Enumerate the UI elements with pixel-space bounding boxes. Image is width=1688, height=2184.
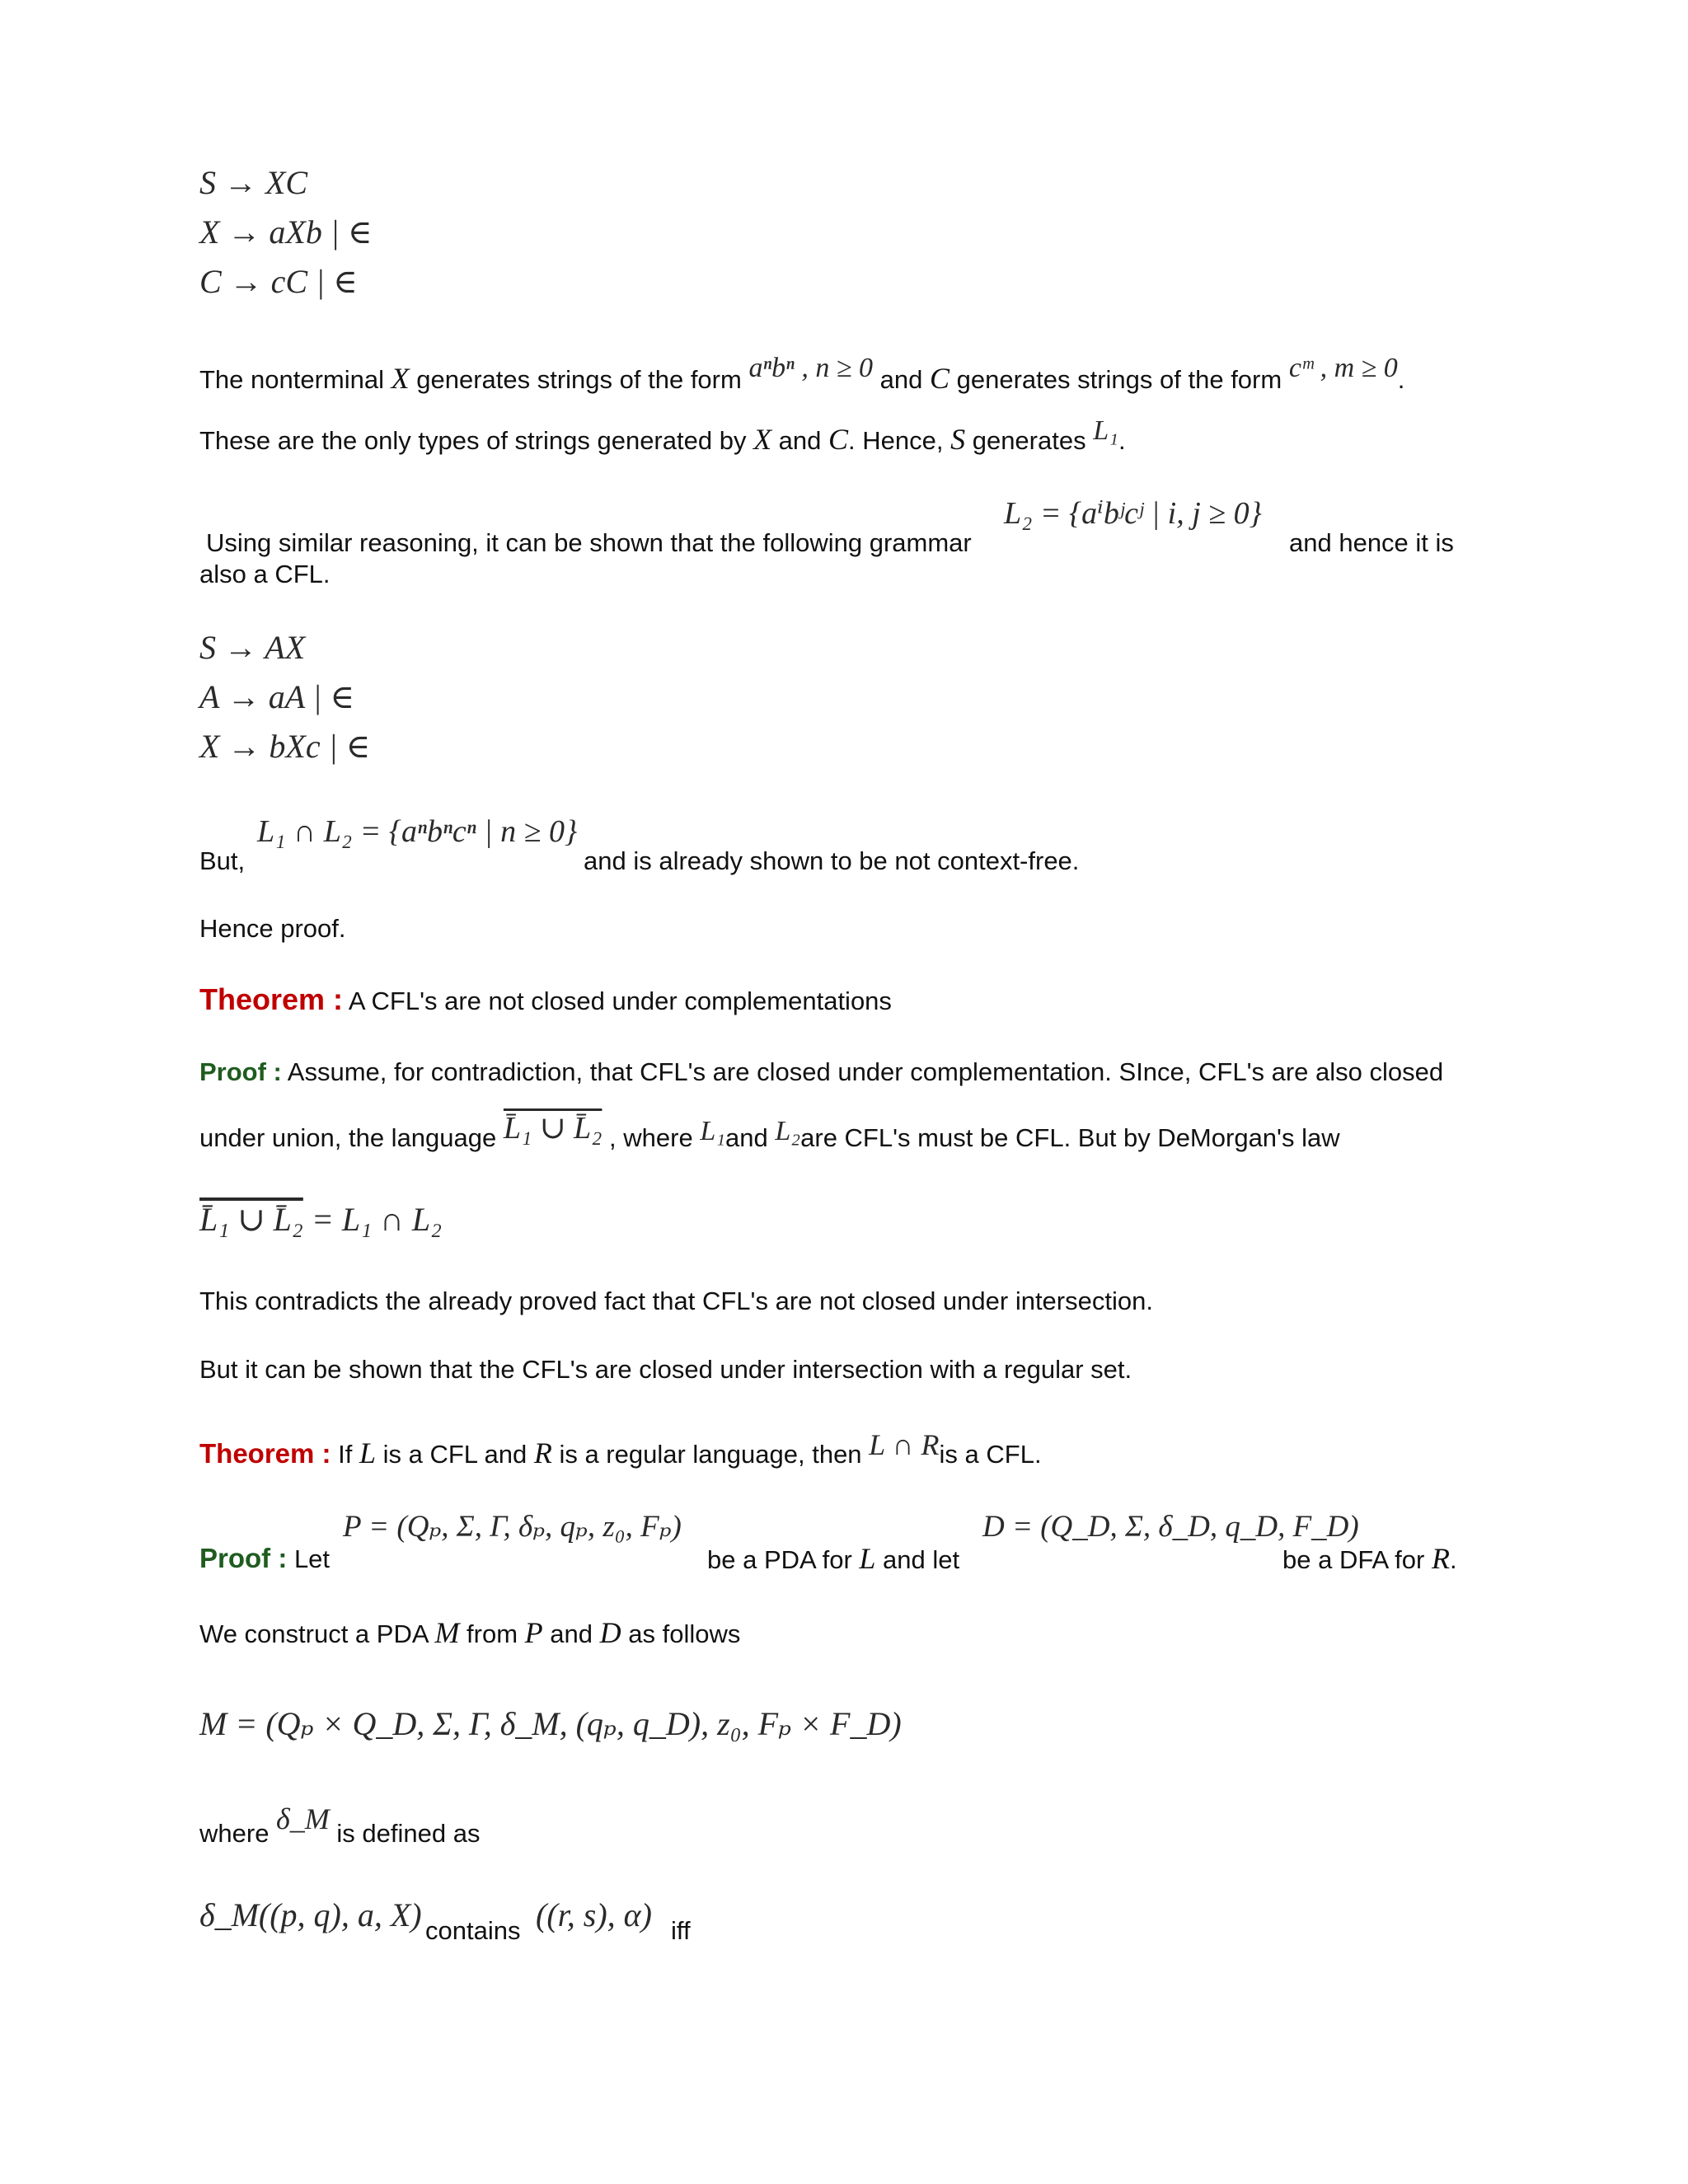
formula-cm: cᵐ , m ≥ 0 [1288, 353, 1398, 383]
grammar-rule: A → aA | ∈ [199, 678, 355, 715]
formula-union-complements: L̄₁ ∪ L̄₂ [503, 1111, 603, 1146]
grammar-rule: C → cC | ∈ [199, 263, 358, 300]
formula-intersection: L₁ ∩ L₂ = {aⁿbⁿcⁿ | n ≥ 0} [257, 814, 578, 849]
proof-2: Proof : Let [199, 1543, 331, 1573]
proof-label: Proof : [199, 1057, 282, 1086]
formula-contains-result: ((r, s), α) [536, 1896, 652, 1933]
formula-delta-m: δ_M [276, 1802, 330, 1835]
paragraph-similar-reasoning: Using similar reasoning, it can be shown that the following grammar [206, 528, 972, 557]
grammar-rule: S → AX [199, 629, 306, 666]
formula-l2-def: L₂ = {aⁱbʲcʲ | i, j ≥ 0} [1004, 496, 1262, 531]
grammar-rule: X → aXb | ∈ [199, 213, 373, 251]
theorem-1: Theorem : A CFL's are not closed under complementations [199, 982, 892, 1016]
formula-dfa-d: D = (Q_D, Σ, δ_D, q_D, F_D) [982, 1510, 1359, 1544]
paragraph-where: where δ_M is defined as [199, 1802, 481, 1848]
formula-delta-m-transition: δ_M((p, q), a, X) [199, 1896, 422, 1933]
grammar-rule: X → bXc | ∈ [199, 728, 371, 765]
formula-demorgan: L̄₁ ∪ L̄₂ = L₁ ∩ L₂ [199, 1201, 443, 1238]
formula-anbn: aⁿbⁿ , n ≥ 0 [748, 353, 874, 383]
grammar-2 [199, 623, 370, 771]
formula-pda-p: P = (Qₚ, Σ, Γ, δₚ, qₚ, z₀, Fₚ) [343, 1510, 682, 1544]
formula-l1: L₁ [1093, 415, 1118, 446]
paragraph-regular-set: But it can be shown that the CFL's are closed under intersection with a regular set. [199, 1355, 1132, 1384]
proof-label: Proof : [199, 1543, 288, 1573]
proof-1: Proof : Assume, for contradiction, that CFL's are closed under complementation. SInce, CFL's are also closed [199, 1057, 1444, 1086]
paragraph-hence-proof: Hence proof. [199, 914, 346, 943]
proof-1-line-2: under union, the language L̄₁ ∪ L̄₂ , where L₁and L₂are CFL's must be CFL. But by DeMorgan's law [199, 1111, 1340, 1152]
paragraph-but: But, [199, 846, 246, 875]
paragraph-construct: We construct a PDA M from P and D as follows [199, 1616, 741, 1649]
grammar-1 [199, 158, 372, 307]
paragraph-contradicts: This contradicts the already proved fact that CFL's are not closed under intersection. [199, 1286, 1153, 1315]
theorem-label: Theorem : [199, 1438, 331, 1469]
theorem-2: Theorem : If L is a CFL and R is a regular language, then L ∩ Ris a CFL. [199, 1428, 1042, 1469]
grammar-rule: S → XC [199, 164, 308, 201]
formula-l-cap-r: L ∩ R [869, 1428, 940, 1461]
paragraph-s-generates: These are the only types of strings generated by X and C. Hence, S generates L₁. [199, 415, 1126, 456]
paragraph-x-c-forms: The nonterminal X generates strings of the form aⁿbⁿ , n ≥ 0 and C generates strings of the form cᵐ , m ≥ 0. [199, 353, 1405, 395]
theorem-label: Theorem : [199, 982, 344, 1016]
formula-m-definition: M = (Qₚ × Q_D, Σ, Γ, δ_M, (qₚ, q_D), z₀, Fₚ × F_D) [199, 1705, 902, 1742]
